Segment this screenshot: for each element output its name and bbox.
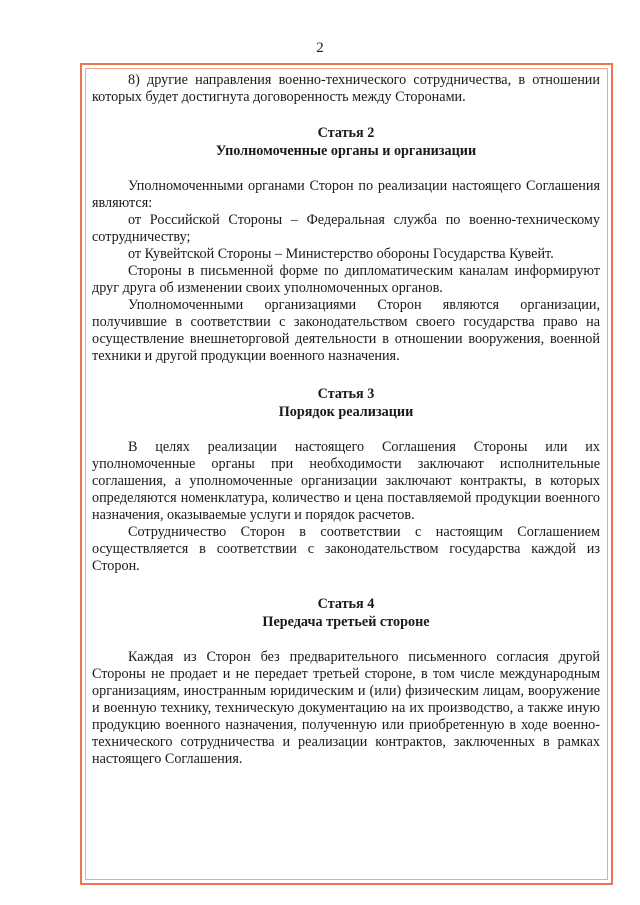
article-2-paragraph-2: от Российской Стороны – Федеральная служба по военно-техническому сотрудничеству; bbox=[92, 212, 600, 245]
article-2-paragraph-5: Уполномоченными организациями Сторон являются организации, получившие в соответствии с законодательством своего государства право на осуществление внешнеторговой деятельности в отношении вооружения, военной техники и другой продукции военного назначения. bbox=[92, 297, 600, 364]
article-2-paragraph-4: Стороны в письменной форме по дипломатическим каналам информируют друг друга об изменении своих уполномоченных органов. bbox=[92, 263, 600, 296]
article-2-number: Статья 2 bbox=[317, 125, 375, 141]
article-4-paragraph-1: Каждая из Сторон без предварительного письменного согласия другой Стороны не продает и не передает третьей стороне, в том числе международным организациям, иностранным юридическим и (или) физическим лицам, вооружение и военную технику, техническую документацию на их производство, а также иную продукцию военного назначения, полученную или приобретенную в ходе военно-технического сотрудничества и реализации контрактов, заключенных в рамках настоящего Соглашения. bbox=[92, 649, 600, 767]
article-2-title: Уполномоченные органы и организации bbox=[215, 143, 477, 159]
document-body bbox=[92, 68, 600, 768]
article-4-title: Передача третьей стороне bbox=[262, 614, 430, 630]
article-3-title: Порядок реализации bbox=[278, 404, 414, 420]
article-2-paragraph-3: от Кувейтской Стороны – Министерство обороны Государства Кувейт. bbox=[128, 246, 554, 262]
article-3-paragraph-2: Сотрудничество Сторон в соответствии с настоящим Соглашением осуществляется в соответствии с законодательством государства каждой из Сторон. bbox=[92, 524, 600, 574]
article-4-number: Статья 4 bbox=[317, 596, 375, 612]
article-3-number: Статья 3 bbox=[317, 386, 375, 402]
article-3-paragraph-1: В целях реализации настоящего Соглашения Стороны или их уполномоченные органы при необходимости заключают исполнительные соглашения, а уполномоченные организации заключают контракты, в которых определяются номенклатура, количество и цена поставляемой продукции военного назначения, оказываемые услуги и порядок расчетов. bbox=[92, 439, 600, 523]
page-number: 2 bbox=[316, 40, 324, 56]
item-8-paragraph: 8) другие направления военно-технического сотрудничества, в отношении которых будет достигнута договоренность между Сторонами. bbox=[92, 72, 600, 105]
article-2-paragraph-1: Уполномоченными органами Сторон по реализации настоящего Соглашения являются: bbox=[92, 178, 600, 211]
